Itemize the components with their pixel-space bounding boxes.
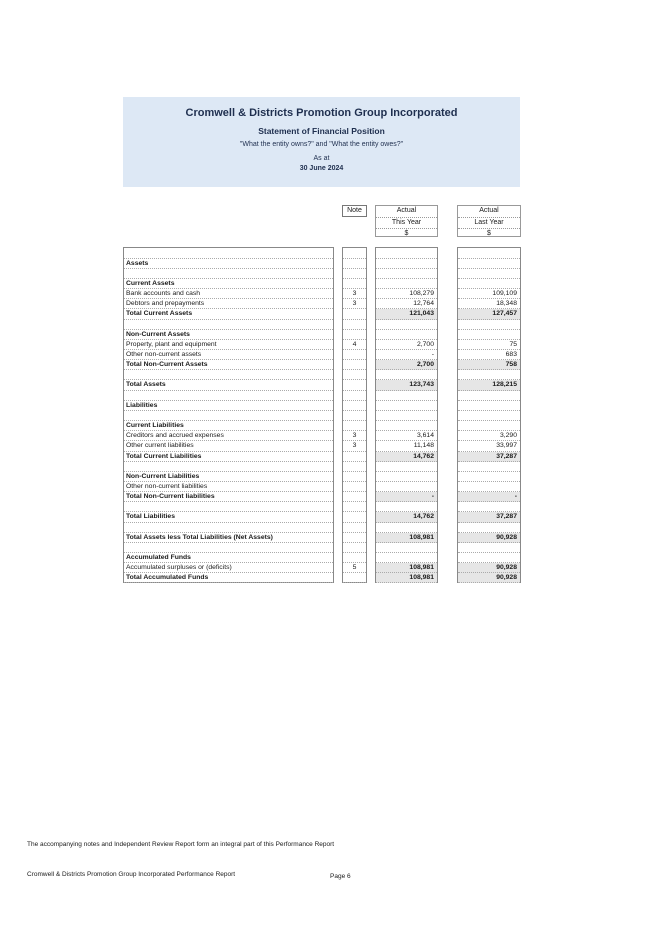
row-last-year-value: 90,928 [458,573,520,583]
row-this-year-value: 12,764 [376,299,437,309]
row-note [343,512,366,522]
row-last-year-value [458,523,520,533]
row-label: Total Non-Current Assets [124,360,333,370]
row-last-year-value: 683 [458,350,520,360]
last-year-header-line-1: Actual [458,206,520,218]
row-this-year-value [376,401,437,411]
row-this-year-value: 14,762 [376,512,437,522]
row-last-year-value: 127,457 [458,309,520,319]
row-last-year-value: 75 [458,340,520,350]
row-note: 3 [343,299,366,309]
row-note [343,391,366,401]
this-year-column-header [375,205,438,237]
row-note [343,259,366,269]
row-last-year-value [458,462,520,472]
row-this-year-value: 2,700 [376,360,437,370]
row-note: 5 [343,563,366,573]
row-note [343,472,366,482]
row-this-year-value: 108,981 [376,533,437,543]
row-note [343,533,366,543]
row-label: Total Assets [124,380,333,390]
row-note [343,553,366,563]
row-note [343,523,366,533]
row-this-year-value [376,269,437,279]
row-label [124,370,333,380]
row-label: Accumulated Funds [124,553,333,563]
row-label: Other non-current liabilities [124,482,333,492]
row-last-year-value [458,482,520,492]
row-this-year-value [376,482,437,492]
row-last-year-value [458,320,520,330]
row-note: 4 [343,340,366,350]
row-this-year-value [376,249,437,259]
row-this-year-value: 123,743 [376,380,437,390]
row-last-year-value: 37,287 [458,512,520,522]
row-this-year-value: 108,981 [376,573,437,583]
row-last-year-value [458,370,520,380]
row-label: Other non-current assets [124,350,333,360]
row-last-year-value [458,543,520,553]
row-label [124,269,333,279]
row-label [124,411,333,421]
row-last-year-value [458,421,520,431]
report-header [123,97,520,187]
row-last-year-value: 90,928 [458,563,520,573]
statement-title: Statement of Financial Position [258,126,385,136]
row-note: 3 [343,441,366,451]
row-this-year-value [376,543,437,553]
page-number: Page 6 [330,873,351,880]
this-year-header-line-2: This Year [376,218,437,230]
row-this-year-value [376,320,437,330]
row-label: Current Liabilities [124,421,333,431]
row-last-year-value: 37,287 [458,452,520,462]
row-this-year-value [376,472,437,482]
row-note: 3 [343,289,366,299]
row-note [343,502,366,512]
row-last-year-value: 33,997 [458,441,520,451]
row-last-year-value [458,269,520,279]
row-this-year-value [376,259,437,269]
row-last-year-value: 3,290 [458,431,520,441]
row-note [343,320,366,330]
row-label: Total Current Liabilities [124,452,333,462]
row-last-year-value [458,502,520,512]
statement-subtitle: "What the entity owns?" and "What the entity owes?" [239,141,404,148]
row-note [343,411,366,421]
row-last-year-value [458,259,520,269]
row-label: Total Liabilities [124,512,333,522]
row-this-year-value: 108,981 [376,563,437,573]
row-last-year-value: 109,109 [458,289,520,299]
row-this-year-value [376,330,437,340]
row-label: Non-Current Assets [124,330,333,340]
row-this-year-value [376,462,437,472]
row-last-year-value: - [458,492,520,502]
row-last-year-value [458,411,520,421]
row-label: Current Assets [124,279,333,289]
row-note [343,279,366,289]
row-note [343,421,366,431]
row-label [124,502,333,512]
row-label: Debtors and prepayments [124,299,333,309]
row-this-year-value: 11,148 [376,441,437,451]
row-this-year-value: 3,614 [376,431,437,441]
row-note [343,492,366,502]
row-label: Assets [124,259,333,269]
row-this-year-value: 14,762 [376,452,437,462]
row-note [343,380,366,390]
row-label [124,391,333,401]
row-note [343,482,366,492]
row-this-year-value [376,502,437,512]
row-label: Other current liabilities [124,441,333,451]
row-label: Total Accumulated Funds [124,573,333,583]
as-at-label: As at [313,155,330,162]
row-note [343,370,366,380]
row-note [343,269,366,279]
row-this-year-value [376,411,437,421]
row-this-year-value [376,553,437,563]
row-note: 3 [343,431,366,441]
row-label: Total Current Assets [124,309,333,319]
this-year-header-line-1: Actual [376,206,437,218]
last-year-header-line-2: Last Year [458,218,520,230]
row-label [124,249,333,259]
row-label: Property, plant and equipment [124,340,333,350]
row-note [343,350,366,360]
last-year-header-line-3: $ [487,230,491,237]
row-label [124,543,333,553]
row-last-year-value [458,472,520,482]
row-last-year-value [458,553,520,563]
footer-report-name: Cromwell & Districts Promotion Group Incorporated Performance Report [27,871,236,878]
row-label: Accumulated surpluses or (deficits) [124,563,333,573]
row-this-year-value [376,279,437,289]
organisation-name: Cromwell & Districts Promotion Group Incorporated [185,107,458,119]
row-note [343,462,366,472]
row-last-year-value [458,391,520,401]
row-note [343,401,366,411]
row-note [343,573,366,583]
row-this-year-value: - [376,350,437,360]
row-last-year-value [458,330,520,340]
this-year-header-line-3: $ [404,230,409,237]
row-label: Non-Current Liabilities [124,472,333,482]
row-this-year-value [376,370,437,380]
row-label [124,320,333,330]
row-note [343,330,366,340]
row-label: Total Assets less Total Liabilities (Net Assets) [124,533,333,543]
last-year-column-header [457,205,521,237]
row-last-year-value: 18,348 [458,299,520,309]
row-note [343,360,366,370]
row-last-year-value [458,401,520,411]
report-date: 30 June 2024 [299,165,344,172]
row-last-year-value [458,279,520,289]
row-label: Liabilities [124,401,333,411]
row-note [343,249,366,259]
row-label: Creditors and accrued expenses [124,431,333,441]
row-label [124,462,333,472]
row-note [343,452,366,462]
row-this-year-value: 2,700 [376,340,437,350]
row-note [343,309,366,319]
footnote: The accompanying notes and Independent Review Report form an integral part of this Performance Report [27,841,335,848]
row-this-year-value [376,391,437,401]
row-label: Bank accounts and cash [124,289,333,299]
row-this-year-value: 121,043 [376,309,437,319]
row-last-year-value: 90,928 [458,533,520,543]
row-this-year-value [376,421,437,431]
row-last-year-value [458,249,520,259]
row-label: Total Non-Current liabilities [124,492,333,502]
note-column-header: Note [342,205,367,217]
row-note [343,543,366,553]
row-this-year-value: 108,279 [376,289,437,299]
row-last-year-value: 128,215 [458,380,520,390]
row-this-year-value: - [376,492,437,502]
row-label [124,523,333,533]
row-last-year-value: 758 [458,360,520,370]
row-this-year-value [376,523,437,533]
